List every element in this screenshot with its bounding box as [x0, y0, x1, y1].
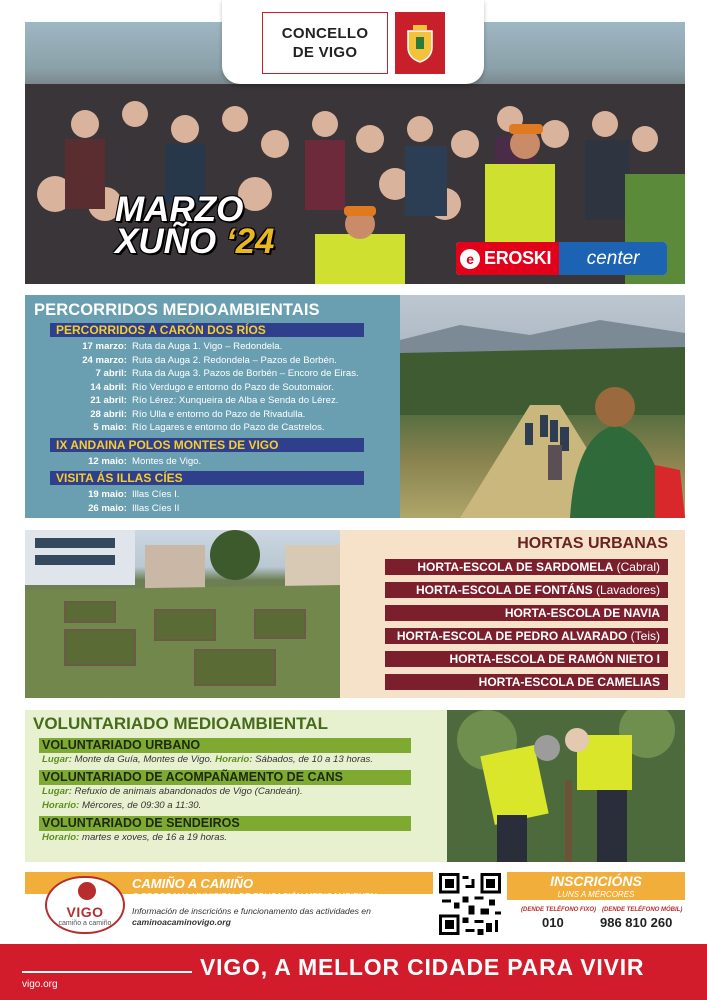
list-item	[25, 455, 400, 469]
sendeiros-heading: VOLUNTARIADO DE SENDEIROS	[39, 816, 411, 831]
program-band	[25, 872, 685, 936]
item-text: Montes de Vigo.	[132, 455, 202, 467]
sponsor-name: EROSKI	[484, 248, 552, 268]
horta-item	[385, 651, 668, 667]
inscricions-box	[507, 872, 685, 936]
voluntariado-section	[25, 710, 447, 862]
inscricions-title: INSCRICIÓNS	[550, 873, 642, 889]
item-date: 5 maio:	[93, 422, 127, 433]
inscricions-header	[507, 872, 685, 900]
horario-label: Horario:	[42, 832, 80, 843]
sponsor-suffix: center	[559, 242, 667, 275]
lugar-label: Lugar:	[42, 786, 72, 797]
eroski-icon: e	[460, 249, 480, 269]
list-item	[25, 367, 400, 381]
program-info	[132, 906, 371, 928]
list-item	[25, 408, 400, 422]
coat-of-arms-icon	[395, 12, 445, 74]
volunteers-photo	[447, 710, 685, 862]
group-rios-list	[25, 340, 400, 435]
list-item	[25, 394, 400, 408]
cans-horario	[42, 799, 447, 813]
group-cies-heading: VISITA ÁS ILLAS CÍES	[50, 471, 364, 485]
item-date: 21 abril:	[90, 395, 127, 406]
garden-illustration	[25, 530, 340, 698]
horta-item	[385, 605, 668, 621]
mobile-phone-number[interactable]: 986 810 260	[600, 915, 673, 930]
item-text: Ruta da Auga 2. Redondela – Pazos de Borbén.	[132, 354, 337, 366]
horario-label: Horario:	[42, 800, 80, 811]
horta-place: (Lavadores)	[592, 583, 660, 597]
hortas-section	[340, 530, 685, 698]
group-andaina-list	[25, 455, 400, 469]
org-name-line2: DE VIGO	[292, 44, 358, 61]
program-info-text: Información de inscricións e funcionamento das actividades en	[132, 906, 371, 916]
item-text: Río Lérez: Xunqueira de Alba e Senda do Lérez.	[132, 395, 339, 406]
list-item	[25, 488, 400, 502]
cans-lugar	[42, 785, 447, 799]
item-date: 28 abril:	[90, 408, 127, 420]
horta-item	[385, 674, 668, 690]
item-date: 19 maio:	[88, 489, 127, 500]
cans-heading: VOLUNTARIADO DE ACOMPAÑAMENTO DE CANS	[39, 770, 411, 785]
lugar-label: Lugar:	[42, 754, 72, 765]
period-end: XUÑO	[115, 222, 217, 261]
group-rios-heading: PERCORRIDOS A CARÓN DOS RÍOS	[50, 323, 364, 337]
campaign-period	[115, 190, 275, 261]
camino-logo	[45, 876, 125, 934]
qr-code-icon	[438, 873, 502, 935]
sendeiros-horario	[42, 831, 447, 845]
horario-value: Mércores, de 09:30 a 11:30.	[79, 800, 202, 811]
sponsor-logo	[456, 242, 667, 275]
list-item	[25, 502, 400, 516]
horario-value: martes e xoves, de 16 a 19 horas.	[79, 832, 228, 843]
horta-name: HORTA-ESCOLA DE PEDRO ALVARADO	[396, 629, 628, 643]
horta-place: (Cabral)	[613, 560, 660, 574]
item-text: Ruta da Auga 3. Pazos de Borbén – Encoro de Eiras.	[132, 368, 359, 379]
item-text: Río Ulla e entorno do Pazo de Rivadulla.	[132, 408, 306, 420]
footer	[0, 944, 707, 1000]
urbano-details	[42, 753, 447, 767]
horta-item	[385, 628, 668, 644]
concello-logo	[222, 0, 484, 84]
horta-name: HORTA-ESCOLA DE NAVIA	[504, 606, 660, 620]
group-andaina-heading: IX ANDAINA POLOS MONTES DE VIGO	[50, 438, 364, 452]
list-item	[25, 340, 400, 354]
urbano-heading: VOLUNTARIADO URBANO	[39, 738, 411, 753]
volunteers-illustration	[447, 710, 685, 862]
garden-photo	[25, 530, 340, 698]
group-cies-list	[25, 488, 400, 515]
lugar-value: Refuxio de animais abandonados de Vigo (Candeán).	[71, 786, 303, 797]
horta-name: HORTA-ESCOLA DE CAMELIAS	[478, 675, 660, 689]
item-text: Río Lagares e entorno do Pazo de Castrelos.	[132, 422, 325, 433]
footer-url[interactable]: vigo.org	[22, 979, 58, 990]
period-start: MARZO	[115, 190, 244, 229]
list-item	[25, 381, 400, 395]
horta-item	[385, 559, 668, 575]
camino-logo-name: VIGO	[66, 904, 104, 920]
item-date: 14 abril:	[90, 381, 127, 393]
percorridos-title: PERCORRIDOS MEDIOAMBIENTAIS	[34, 301, 320, 319]
item-date: 24 marzo:	[82, 354, 127, 366]
program-title: CAMIÑO A CAMIÑO	[132, 876, 254, 891]
fixed-phone-number[interactable]: 010	[542, 915, 564, 930]
item-date: 7 abril:	[95, 368, 127, 379]
list-item	[25, 354, 400, 368]
program-subtitle: O PROGRAMA MUNICIPAL DE EDUCACIÓN MEDIOAMBIENTAL	[132, 892, 379, 901]
item-date: 17 marzo:	[82, 341, 127, 352]
item-date: 26 maio:	[88, 502, 127, 514]
item-text: Illas Cíes II	[132, 502, 180, 514]
inscricions-days: LUNS A MÉRCORES	[557, 890, 635, 899]
item-date: 12 maio:	[88, 455, 127, 467]
camino-logo-sub: camiño a camiño	[58, 920, 112, 927]
horta-item	[385, 582, 668, 598]
hiking-photo	[400, 295, 685, 518]
lugar-value: Monte da Guía, Montes de Vigo.	[71, 754, 216, 765]
period-year: ‘24	[225, 222, 275, 261]
item-text: Illas Cíes I.	[132, 489, 180, 500]
mobile-phone-label: (DENDE TELÉFONO MÓBIL)	[602, 907, 683, 913]
qr-code[interactable]	[433, 872, 507, 936]
item-text: Río Verdugo e entorno do Pazo de Soutomaior.	[132, 381, 334, 393]
fixed-phone-label: (DENDE TELÉFONO FIXO)	[521, 907, 596, 913]
hortas-title: HORTAS URBANAS	[517, 535, 668, 552]
list-item	[25, 421, 400, 435]
hiking-illustration	[400, 295, 685, 518]
org-name-line1: CONCELLO	[281, 25, 369, 42]
item-text: Ruta da Auga 1. Vigo – Redondela.	[132, 341, 283, 352]
program-website-link[interactable]: caminoacaminovigo.org	[132, 917, 231, 927]
horta-name: HORTA-ESCOLA DE RAMÓN NIETO I	[449, 652, 660, 666]
footer-divider	[22, 971, 192, 973]
percorridos-section	[25, 295, 400, 518]
horario-label: Horario:	[215, 754, 253, 765]
horta-place: (Teis)	[627, 629, 660, 643]
horta-name: HORTA-ESCOLA DE SARDOMELA	[417, 560, 614, 574]
voluntariado-title: VOLUNTARIADO MEDIOAMBIENTAL	[33, 714, 328, 733]
horario-value: Sábados, de 10 a 13 horas.	[252, 754, 374, 765]
horta-name: HORTA-ESCOLA DE FONTÁNS	[415, 583, 593, 597]
sun-icon	[78, 882, 96, 900]
footer-slogan: VIGO, A MELLOR CIDADE PARA VIVIR	[200, 954, 645, 980]
